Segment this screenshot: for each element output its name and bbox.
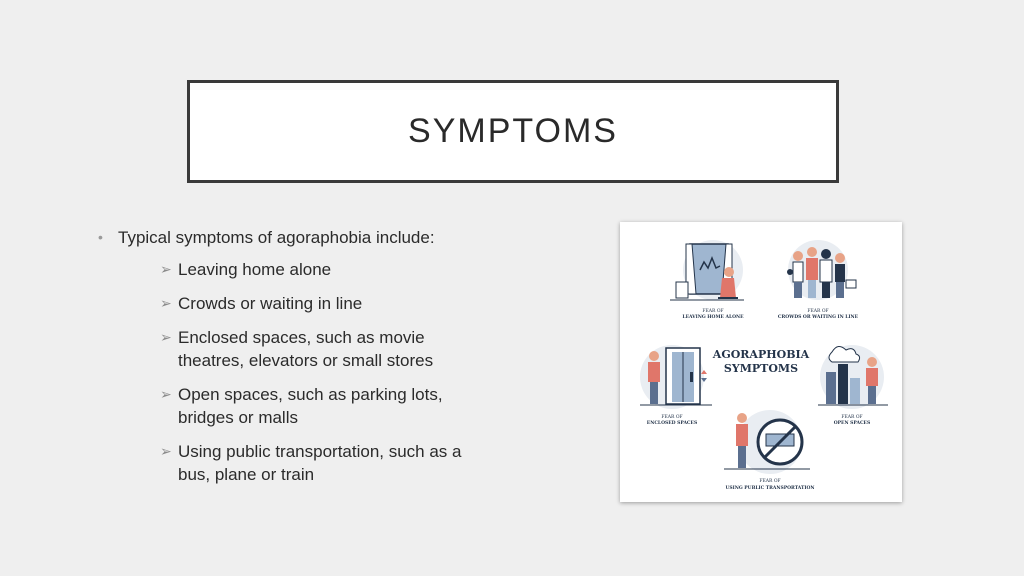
enclosed-spaces-scene	[640, 345, 712, 409]
sub-bullet-text: Leaving home alone	[178, 260, 332, 279]
sub-bullet-item	[160, 383, 470, 429]
sub-bullet-list	[160, 258, 498, 486]
arrow-bullet-icon: ➢	[160, 443, 172, 459]
sub-bullet-item	[160, 292, 470, 315]
illustration-canvas	[620, 222, 902, 502]
arrow-bullet-icon: ➢	[160, 386, 172, 402]
crowd-scene	[787, 240, 856, 300]
sub-bullet-text: Crowds or waiting in line	[178, 294, 363, 313]
caption-open-line1: FEAR OF	[841, 415, 863, 420]
caption-open-line2: OPEN SPACES	[833, 421, 871, 426]
public-transport-scene	[724, 410, 810, 474]
sub-bullet-item	[160, 440, 470, 486]
bullet-item	[98, 226, 498, 249]
caption-crowds-line2: CROWDS OR WAITING IN LINE	[777, 315, 859, 320]
leaving-home-scene	[670, 240, 744, 300]
illustration-heading-line1: AGORAPHOBIA	[712, 348, 810, 361]
bullet-dot-icon: •	[98, 229, 103, 245]
agoraphobia-illustration	[620, 222, 902, 502]
bullet-list	[98, 226, 498, 497]
sub-bullet-text: Enclosed spaces, such as movie theatres, elevators or small stores	[178, 328, 434, 370]
sub-bullet-item	[160, 258, 470, 281]
sub-bullet-text: Open spaces, such as parking lots, bridges or malls	[178, 385, 443, 427]
arrow-bullet-icon: ➢	[160, 329, 172, 345]
open-spaces-scene	[818, 345, 888, 409]
caption-transport-line2: USING PUBLIC TRANSPORTATION	[725, 486, 815, 491]
caption-transport-line1: FEAR OF	[759, 479, 781, 484]
slide-title: SYMPTOMS	[408, 112, 618, 150]
caption-home-line1: FEAR OF	[702, 309, 724, 314]
arrow-bullet-icon: ➢	[160, 295, 172, 311]
sub-bullet-text: Using public transportation, such as a bus, plane or train	[178, 442, 462, 484]
arrow-bullet-icon: ➢	[160, 261, 172, 277]
caption-enclosed-line2: ENCLOSED SPACES	[646, 421, 698, 426]
caption-enclosed-line1: FEAR OF	[661, 415, 683, 420]
caption-home-line2: LEAVING HOME ALONE	[682, 315, 744, 320]
bullet-intro-text: Typical symptoms of agoraphobia include:	[118, 228, 435, 247]
illustration-heading-line2: SYMPTOMS	[723, 362, 799, 375]
caption-crowds-line1: FEAR OF	[807, 309, 829, 314]
sub-bullet-item	[160, 326, 470, 372]
slide-title-box	[187, 80, 839, 183]
